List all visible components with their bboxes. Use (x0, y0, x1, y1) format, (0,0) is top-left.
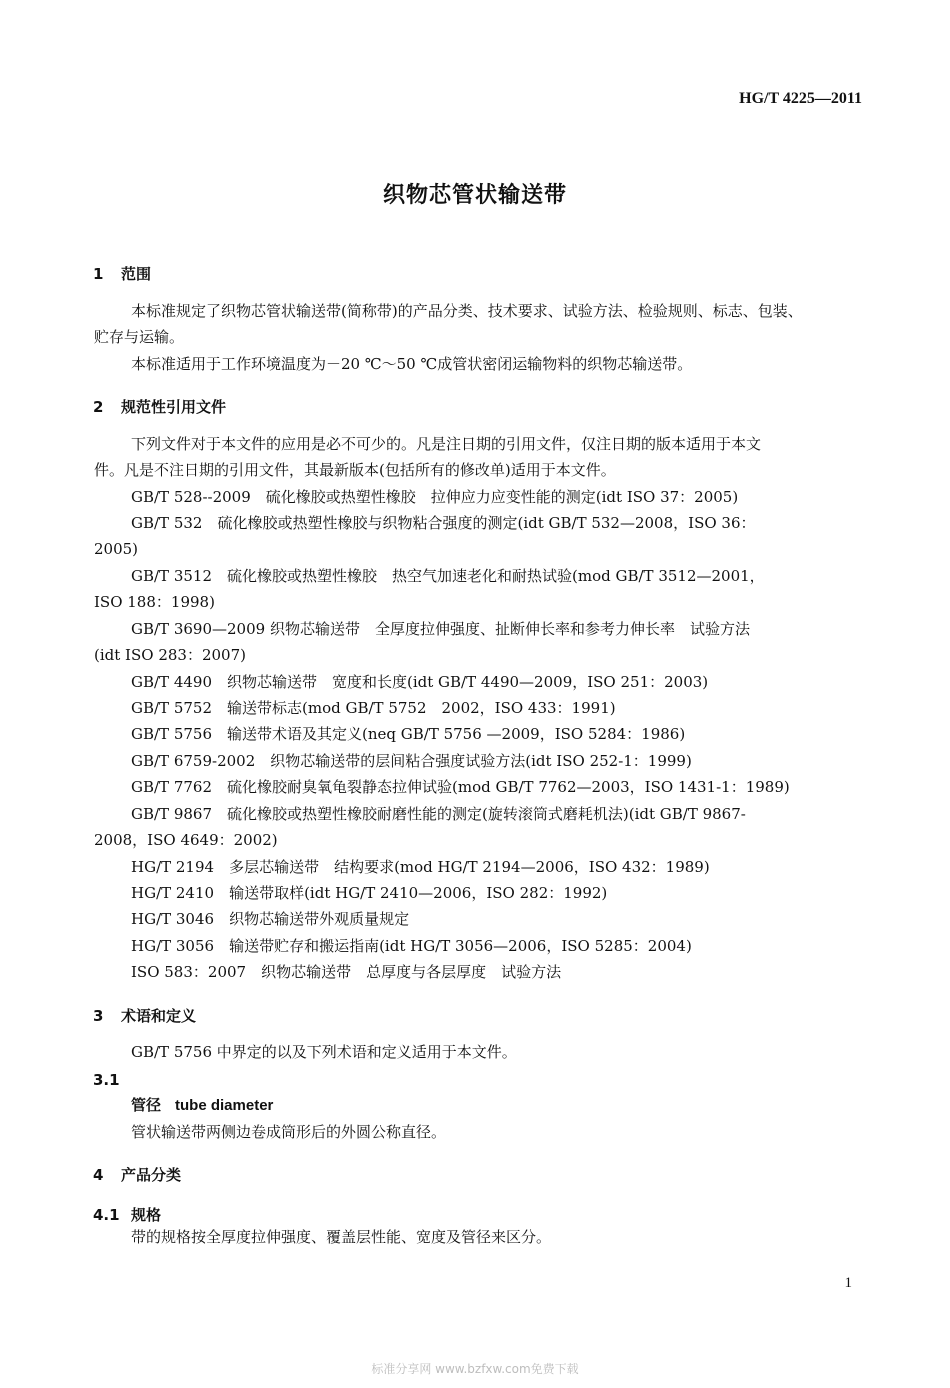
reference-line: GB/T 9867 硫化橡胶或热塑性橡胶耐磨性能的测定(旋转滚筒式磨耗机法)(idt GB/T 9867- (131, 805, 746, 823)
section-3-heading (93, 1005, 196, 1026)
reference-line: GB/T 6759-2002 织物芯输送带的层间粘合强度试验方法(idt ISO 252-1：1999) (131, 752, 692, 770)
clause-3-1-heading (93, 1071, 120, 1089)
reference-line: GB/T 3512 硫化橡胶或热塑性橡胶 热空气加速老化和耐热试验(mod GB/T 3512—2001， (131, 567, 765, 585)
term-chinese: 管径 (131, 1096, 162, 1114)
reference-line: GB/T 532 硫化橡胶或热塑性橡胶与织物粘合强度的测定(idt GB/T 532—2008，ISO 36： (131, 514, 756, 532)
section-title: 规范性引用文件 (121, 398, 227, 416)
scope-paragraph-1-line-2: 贮存与运输。 (94, 328, 185, 346)
reference-line: HG/T 2194 多层芯输送带 结构要求(mod HG/T 2194—2006，ISO 432：1989) (131, 858, 710, 876)
reference-line: HG/T 3046 织物芯输送带外观质量规定 (131, 910, 410, 928)
reference-line: GB/T 4490 织物芯输送带 宽度和长度(idt GB/T 4490—2009，ISO 251：2003) (131, 673, 709, 691)
term-entry (131, 1098, 273, 1113)
section-number: 1 (93, 265, 104, 283)
clause-title: 规格 (131, 1206, 162, 1224)
reference-line: 2005) (94, 540, 139, 558)
section-title: 范围 (121, 265, 152, 283)
section-title: 产品分类 (121, 1166, 182, 1184)
spec-paragraph: 带的规格按全厚度拉伸强度、覆盖层性能、宽度及管径来区分。 (131, 1228, 552, 1246)
clause-number: 4.1 (93, 1206, 120, 1224)
section-number: 3 (93, 1007, 104, 1025)
page-number: 1 (844, 1275, 852, 1291)
normative-intro-line-1: 下列文件对于本文件的应用是必不可少的。凡是注日期的引用文件，仅注日期的版本适用于本文 (131, 435, 762, 453)
reference-line: HG/T 3056 输送带贮存和搬运指南(idt HG/T 3056—2006，ISO 5285：2004) (131, 937, 692, 955)
reference-line: GB/T 7762 硫化橡胶耐臭氧龟裂静态拉伸试验(mod GB/T 7762—2003，ISO 1431-1：1989) (131, 778, 790, 796)
normative-intro-line-2: 件。凡是不注日期的引用文件，其最新版本(包括所有的修改单)适用于本文件。 (94, 461, 616, 479)
reference-line: HG/T 2410 输送带取样(idt HG/T 2410—2006，ISO 282：1992) (131, 884, 608, 902)
term-english: tube diameter (175, 1097, 274, 1114)
document-title: 织物芯管状输送带 (382, 183, 567, 208)
reference-line: GB/T 5752 输送带标志(mod GB/T 5752 2002，ISO 433：1991) (131, 699, 616, 717)
section-4-heading (93, 1164, 181, 1185)
clause-4-1-heading (93, 1204, 161, 1225)
reference-line: 2008，ISO 4649：2002) (94, 831, 278, 849)
scope-paragraph-1-line-1: 本标准规定了织物芯管状输送带(简称带)的产品分类、技术要求、试验方法、检验规则、标志、包装、 (131, 302, 803, 320)
reference-line: (idt ISO 283：2007) (94, 646, 246, 664)
section-number: 4 (93, 1166, 104, 1184)
section-title: 术语和定义 (121, 1007, 197, 1025)
scope-paragraph-2: 本标准适用于工作环境温度为－20 ℃～50 ℃成管状密闭运输物料的织物芯输送带。 (131, 355, 693, 373)
reference-line: GB/T 528--2009 硫化橡胶或热塑性橡胶 拉伸应力应变性能的测定(idt ISO 37：2005) (131, 488, 739, 506)
watermark: 标准分享网 www.bzfxw.com免费下载 (371, 1362, 579, 1376)
terms-intro: GB/T 5756 中界定的以及下列术语和定义适用于本文件。 (131, 1043, 517, 1061)
standard-code: HG/T 4225—2011 (739, 90, 862, 107)
term-definition: 管状输送带两侧边卷成筒形后的外圆公称直径。 (131, 1123, 447, 1141)
clause-number: 3.1 (93, 1071, 120, 1089)
section-number: 2 (93, 398, 104, 416)
reference-line: GB/T 3690—2009 织物芯输送带 全厚度拉伸强度、扯断伸长率和参考力伸长率 试验方法 (131, 620, 750, 638)
reference-line: ISO 188：1998) (94, 593, 215, 611)
reference-line: GB/T 5756 输送带术语及其定义(neq GB/T 5756 —2009，ISO 5284：1986) (131, 725, 686, 743)
reference-line: ISO 583：2007 织物芯输送带 总厚度与各层厚度 试验方法 (131, 963, 562, 981)
section-2-heading (93, 396, 226, 417)
section-1-heading (93, 263, 151, 284)
